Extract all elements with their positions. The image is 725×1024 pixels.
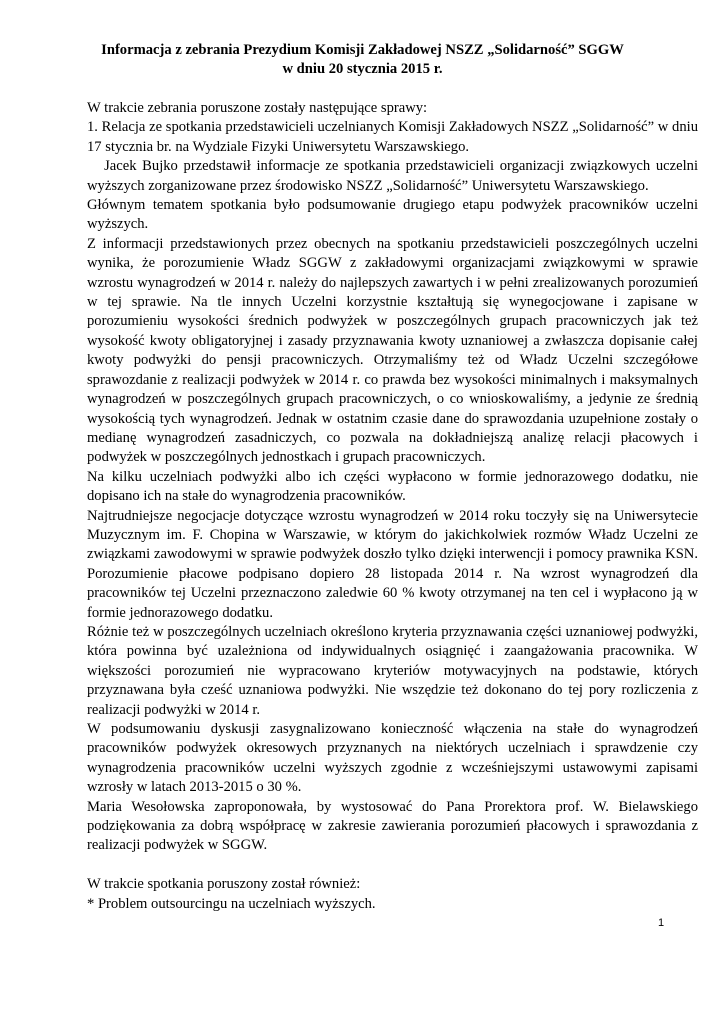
paragraph-criteria: Różnie też w poszczególnych uczelniach określono kryteria przyznawania części uznaniowej podwyżki, która powinna być uzależniona od indywidualnych osiągnięć i zaangażowania pracownika. W większości porozumień nie wypracowano kryteriów motywacyjnych na podstawie, których przyznawana była cześć uznaniowa podwyżki. Nie wszędzie też dokonano do tej pory rozliczenia z realizacji podwyżki w 2014 r. [87,623,698,718]
paragraph-summary: W podsumowaniu dyskusji zasygnalizowano konieczność włączenia na stałe do wynagrodzeń pracowników podwyżek okresowych przyznanych na niektórych uczelniach i sprawdzenie czy wynagrodzenia pracowników uczelni wyższych zgodnie z wcześniejszymi ustawowymi zapisami wzrosły w latach 2013-2015 o 30 %. [87,721,698,796]
paragraph-item-1: 1. Relacja ze spotkania przedstawicieli uczelnianych Komisji Zakładowych NSZZ „Solidarność” w dniu 17 stycznia br. na Wydziale Fizyki Uniwersytetu Warszawskiego. [87,119,698,155]
title-line-1: Informacja z zebrania Prezydium Komisji Zakładowej NSZZ „Solidarność” SGGW [101,42,624,58]
document-body [87,99,702,914]
page-number: 1 [658,917,665,929]
paragraph-one-time-bonus: Na kilku uczelniach podwyżki albo ich części wypłacono w formie jednorazowego dodatku, nie dopisano ich na stałe do wynagrodzenia pracowników. [87,468,698,505]
paragraph-also-discussed: W trakcie spotkania poruszony został również: [87,876,361,893]
list-item-outsourcing: * Problem outsourcingu na uczelniach wyższych. [87,895,376,912]
title-line-2: w dniu 20 stycznia 2015 r. [282,61,443,77]
paragraph-sggw-agreement: Z informacji przedstawionych przez obecnych na spotkaniu przedstawicieli poszczególnych uczelni wynika, że porozumienie Władz SGGW z zakładowymi organizacjami związkowymi w sprawie wzrostu wynagrodzeń w 2014 r. należy do najlepszych zawartych i w pełni zrealizowanych porozumień w tej sprawie. Na tle innych Uczelni korzystnie kształtują się wynegocjowane i zapisane w porozumieniu wysokości średnich podwyżek w poszczególnych grupach pracowniczych jak też wysokość kwoty obligatoryjnej i zasady przyznawania kwoty uznaniowej a zwłaszcza dopisanie całej kwoty podwyżki do pensji pracowniczych. Otrzymaliśmy też od Władz Uczelni szczegółowe sprawozdanie z realizacji podwyżek w 2014 r. co prawda bez wysokości minimalnych i maksymalnych wynagrodzeń w poszczególnych grupach pracowniczych, o co wnioskowaliśmy, a jedynie ze średnią wysokością tych wynagrodzeń. Jednak w ostatnim czasie dane do sprawozdania uzupełnione zostały o medianę wynagrodzeń zasadniczych, co pozwala na dokładniejszą analizę relacji płacowych i podwyżek w poszczególnych jednostkach i grupach pracowniczych. [87,235,698,466]
paragraph-main-topic: Głównym tematem spotkania było podsumowanie drugiego etapu podwyżek pracowników uczelni wyższych. [87,197,698,233]
paragraph-chopin-university: Najtrudniejsze negocjacje dotyczące wzrostu wynagrodzeń w 2014 roku toczyły się na Uniwersytecie Muzycznym im. F. Chopina w Warszawie, w którym do jakichkolwiek rozmów Władz Uczelni ze związkami zawodowymi w sprawie podwyżek doszło tylko dzięki interwencji i pomocy prawnika KSN. Porozumienie płacowe podpisano dopiero 28 listopada 2014 r. Na wzrost wynagrodzeń dla pracowników tej Uczelni przeznaczono zaledwie 60 % kwoty otrzymanej na ten cel i wypłacono ją w formie jednorazowego dodatku. [87,507,698,621]
paragraph-intro: W trakcie zebrania poruszone zostały następujące sprawy: [87,100,428,116]
paragraph-bujko: Jacek Bujko przedstawił informacje ze spotkania przedstawicieli organizacji związkowych uczelni wyższych zorganizowane przez środowisko NSZZ „Solidarność” Uniwersytetu Warszawskiego. [87,158,702,194]
document-title [60,41,665,79]
paragraph-thanks-proposal: Maria Wesołowska zaproponowała, by wystosować do Pana Prorektora prof. W. Bielawskiego podziękowania za dobrą współpracę w zakresie zawierania porozumień płacowych i sprawozdania z realizacji podwyżek w SGGW. [87,798,698,854]
